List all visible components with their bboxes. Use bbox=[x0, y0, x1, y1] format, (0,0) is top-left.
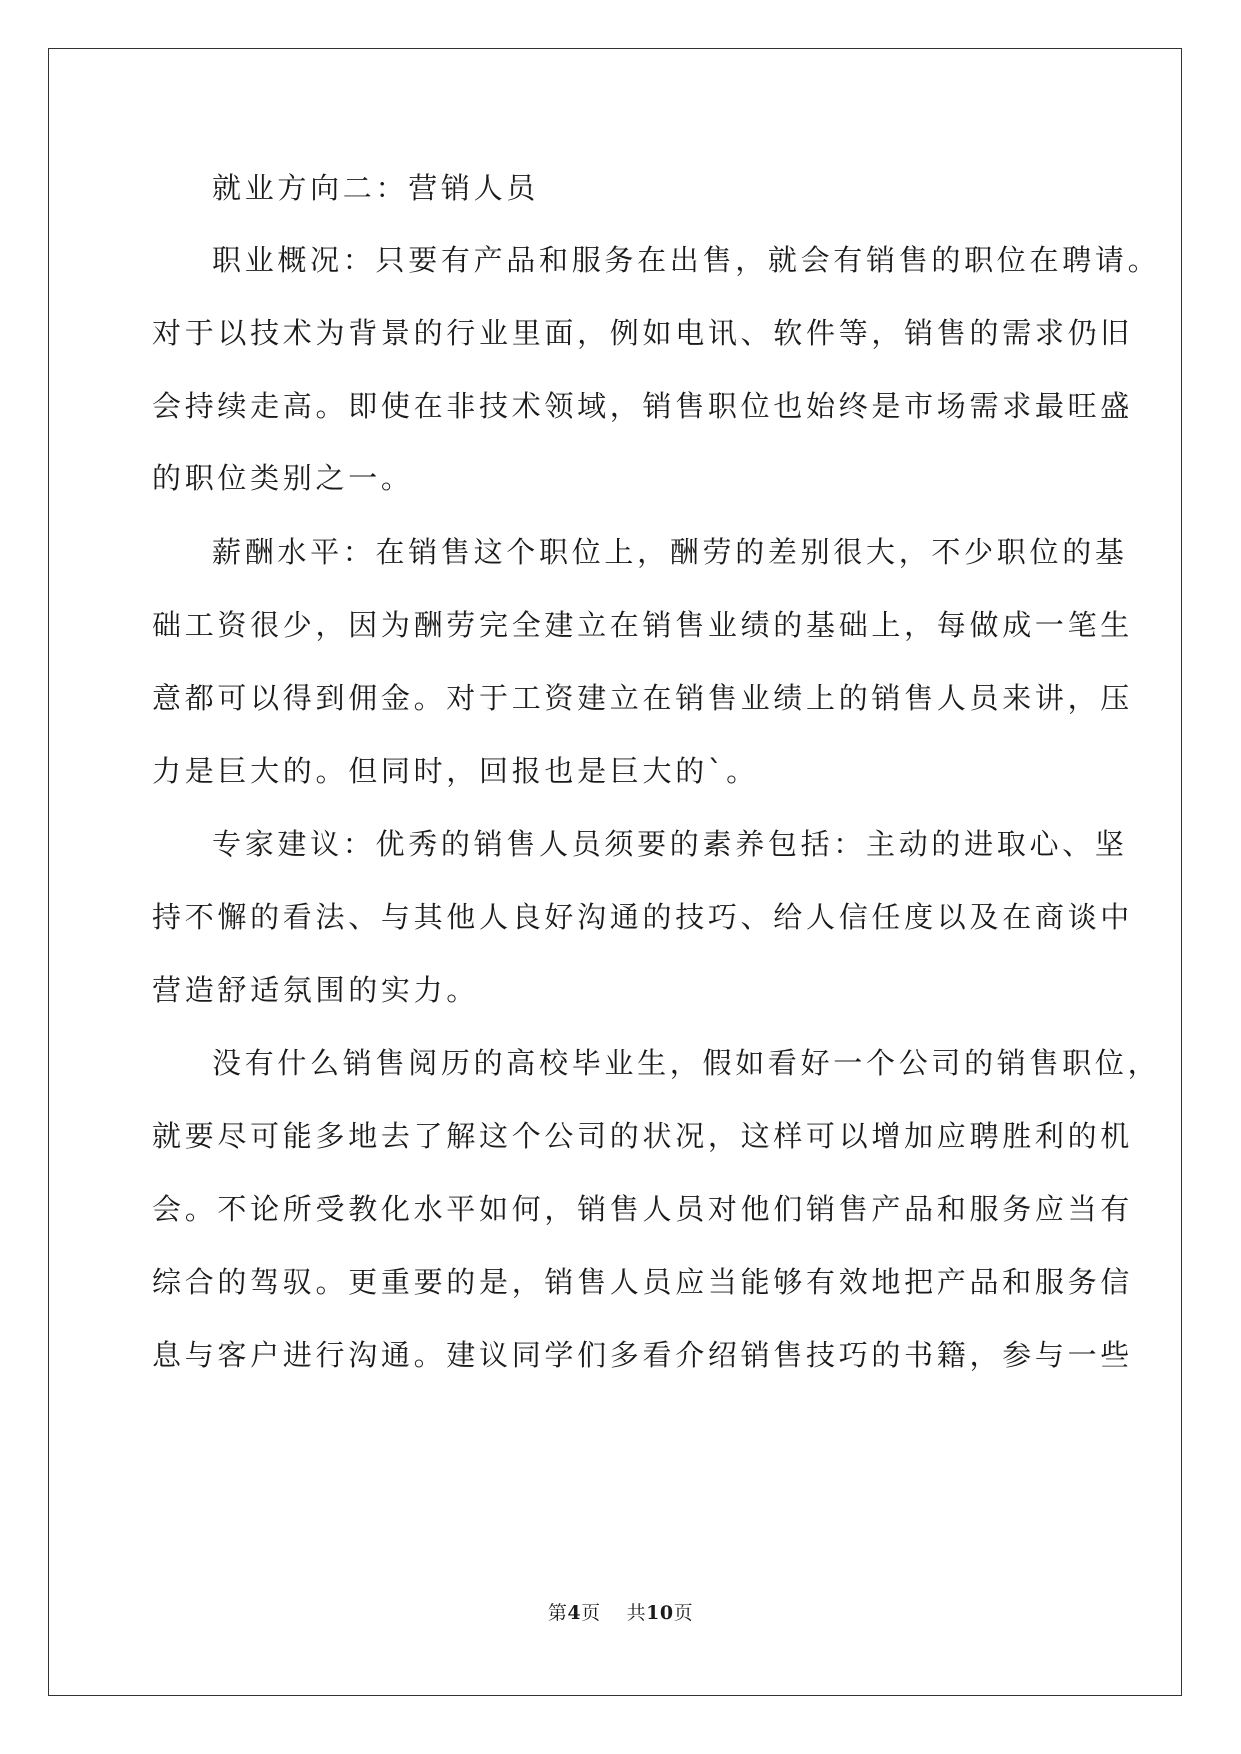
current-page-number: 4 bbox=[567, 1602, 582, 1624]
total-prefix: 共 bbox=[626, 1602, 647, 1624]
page-suffix: 页 bbox=[581, 1602, 601, 1624]
paragraph-line: 营造舒适氛围的实力。 bbox=[152, 973, 480, 1007]
paragraph-line: 专家建议：优秀的销售人员须要的素养包括：主动的进取心、坚 bbox=[212, 827, 1128, 861]
total-page-number: 10 bbox=[646, 1602, 674, 1624]
paragraph-line: 综合的驾驭。更重要的是，销售人员应当能够有效地把产品和服务信 bbox=[152, 1265, 1134, 1299]
section-heading: 就业方向二：营销人员 bbox=[212, 171, 540, 205]
paragraph-line: 力是巨大的。但同时，回报也是巨大的`。 bbox=[152, 754, 759, 788]
paragraph-line: 意都可以得到佣金。对于工资建立在销售业绩上的销售人员来讲，压 bbox=[152, 681, 1134, 715]
paragraph-line: 薪酬水平：在销售这个职位上，酬劳的差别很大，不少职位的基 bbox=[212, 535, 1128, 569]
paragraph-line: 就要尽可能多地去了解这个公司的状况，这样可以增加应聘胜利的机 bbox=[152, 1119, 1134, 1153]
paragraph-line: 的职位类别之一。 bbox=[152, 461, 414, 495]
total-suffix: 页 bbox=[673, 1602, 694, 1624]
paragraph-line: 职业概况：只要有产品和服务在出售，就会有销售的职位在聘请。 bbox=[212, 243, 1161, 277]
paragraph-line: 对于以技术为背景的行业里面，例如电讯、软件等，销售的需求仍旧 bbox=[152, 316, 1134, 350]
page-footer bbox=[0, 1598, 1241, 1625]
paragraph-line: 础工资很少，因为酬劳完全建立在销售业绩的基础上，每做成一笔生 bbox=[152, 608, 1134, 642]
paragraph-line: 会。不论所受教化水平如何，销售人员对他们销售产品和服务应当有 bbox=[152, 1192, 1134, 1226]
paragraph-line: 没有什么销售阅历的高校毕业生，假如看好一个公司的销售职位， bbox=[212, 1046, 1161, 1080]
paragraph-line: 会持续走高。即使在非技术领域，销售职位也始终是市场需求最旺盛 bbox=[152, 389, 1134, 423]
page-prefix: 第 bbox=[547, 1602, 568, 1624]
page-border bbox=[48, 48, 1182, 1696]
paragraph-line: 息与客户进行沟通。建议同学们多看介绍销售技巧的书籍，参与一些 bbox=[152, 1338, 1134, 1372]
paragraph-line: 持不懈的看法、与其他人良好沟通的技巧、给人信任度以及在商谈中 bbox=[152, 900, 1134, 934]
